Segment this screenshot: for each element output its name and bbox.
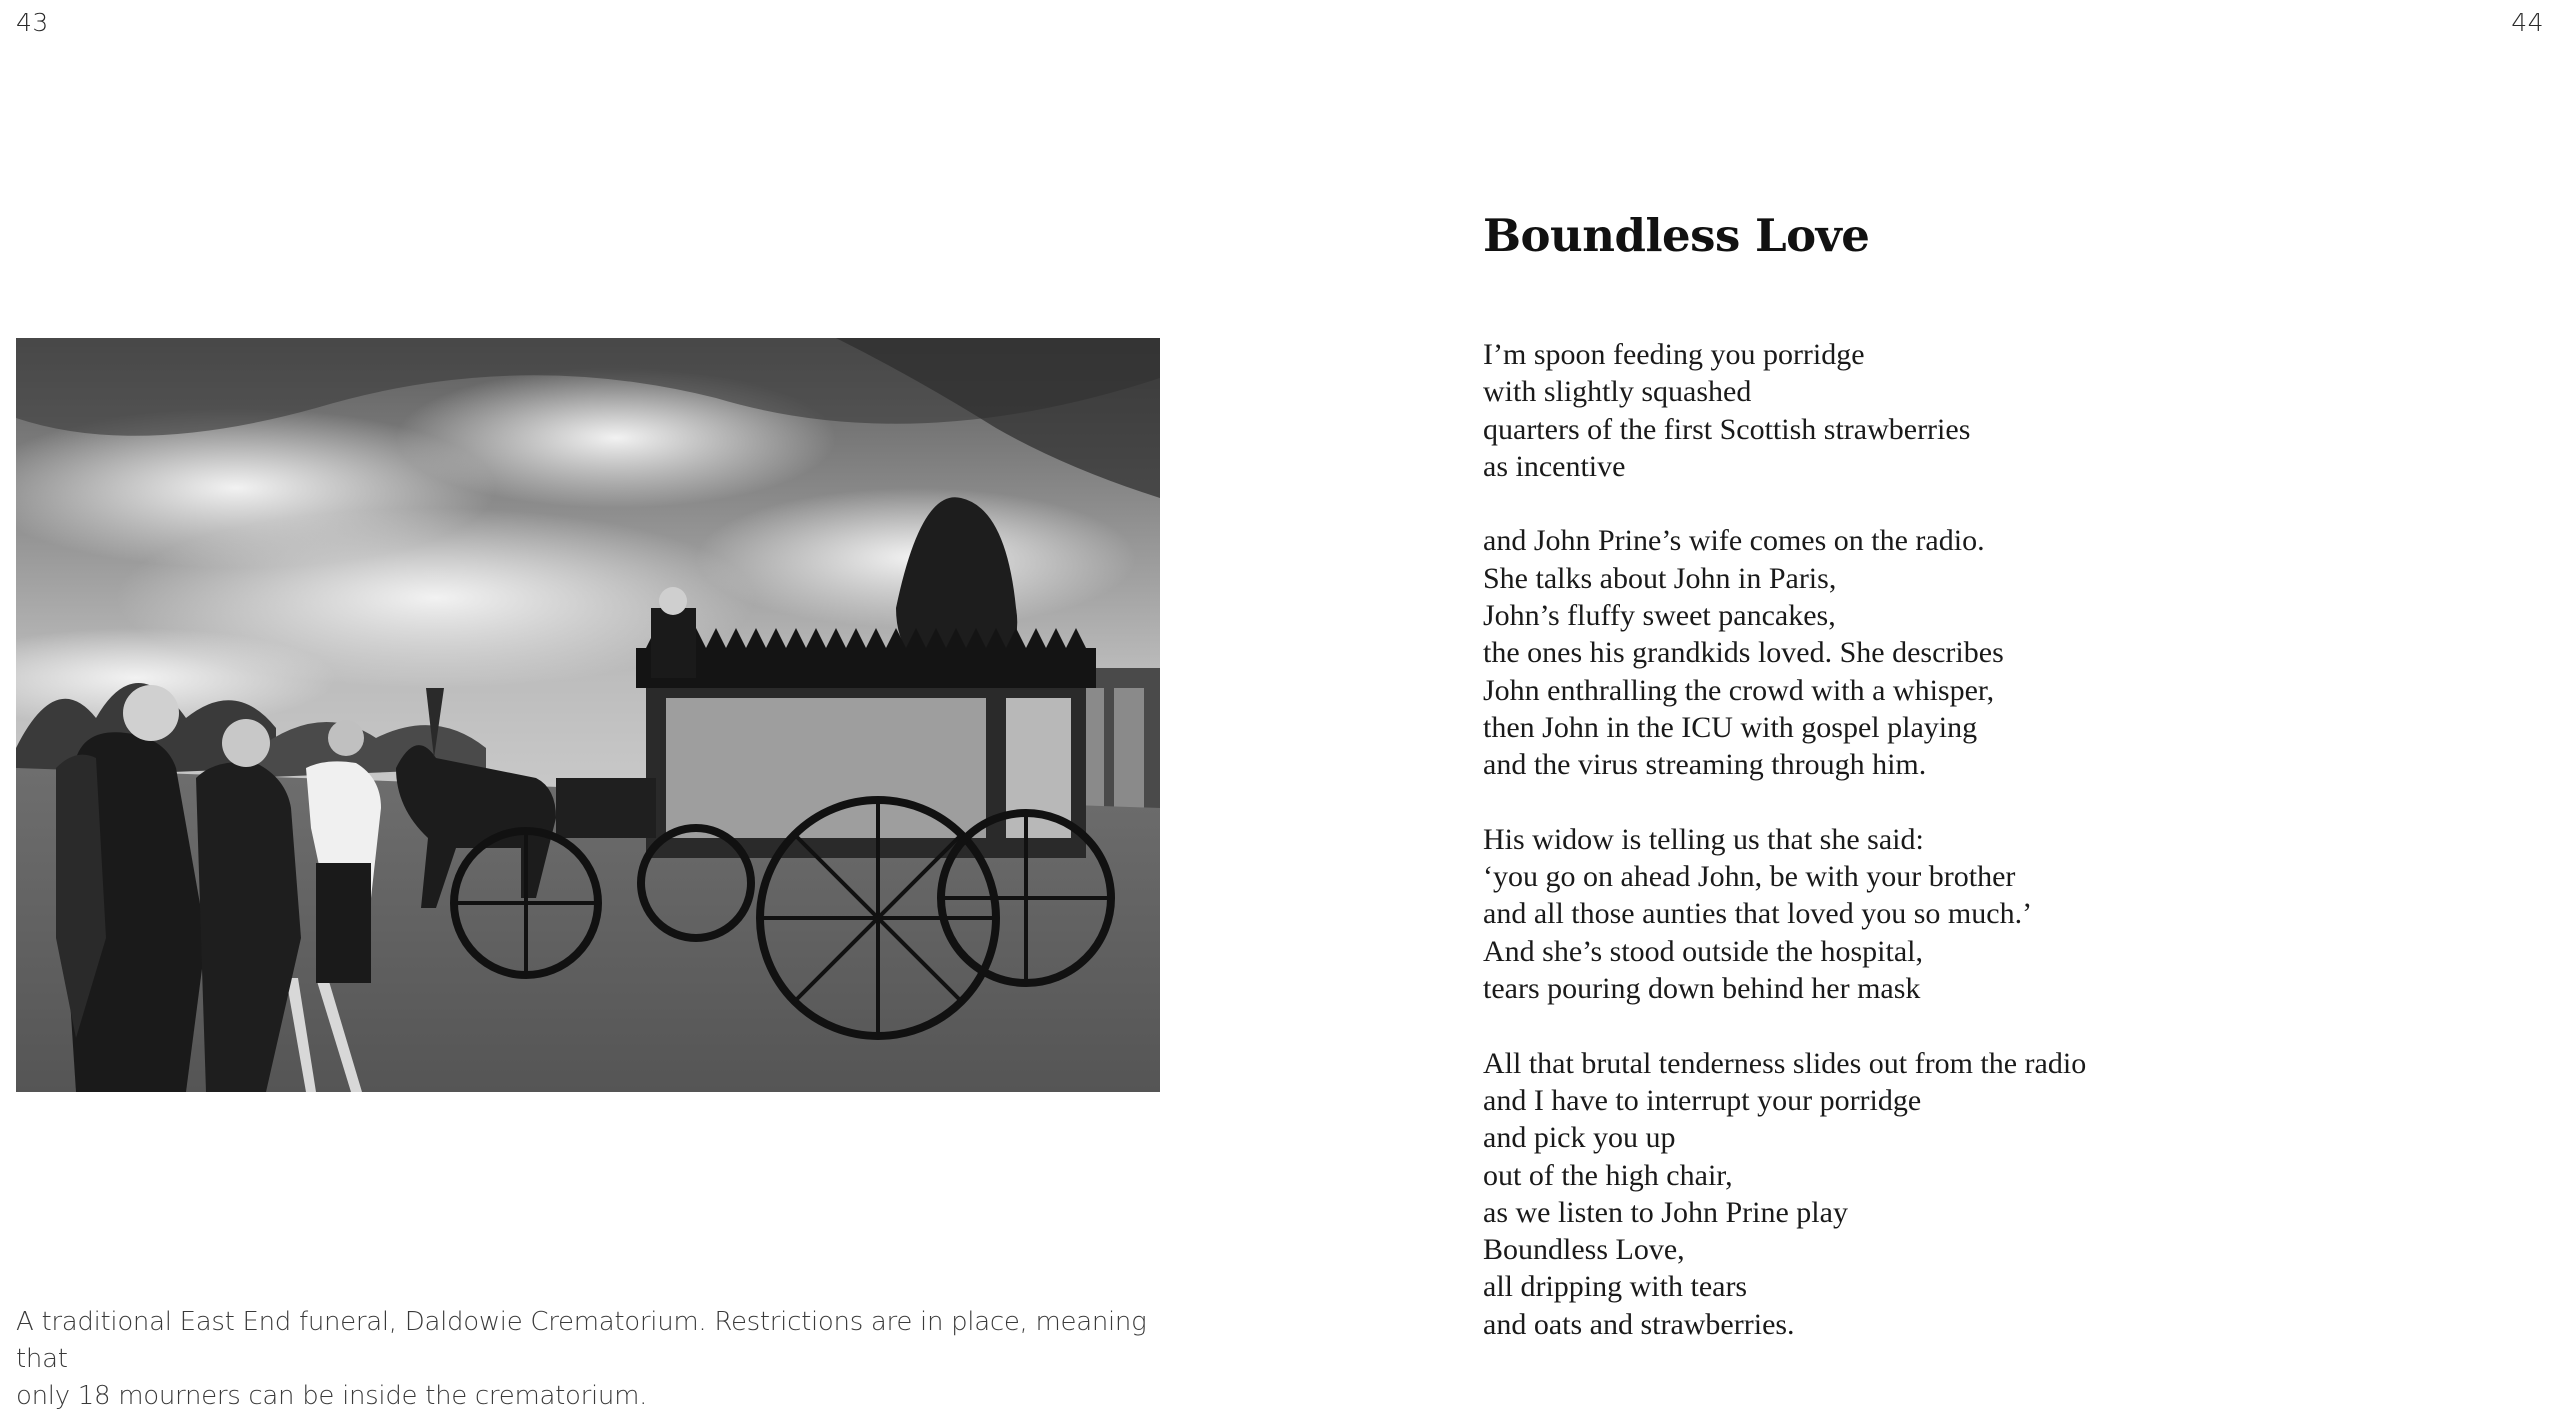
poem-line: His widow is telling us that she said: [1483, 822, 1924, 856]
poem-line: ‘you go on ahead John, be with your brother [1483, 860, 2016, 894]
poem-title: Boundless Love [1483, 209, 1870, 262]
page-number-right: 44 [2511, 8, 2544, 37]
caption-line: A traditional East End funeral, Daldowie Crematorium. Restrictions are in place, meaning that [16, 1307, 1147, 1374]
poem-line: all dripping with tears [1483, 1270, 1748, 1304]
poem-line: John enthralling the crowd with a whisper, [1483, 673, 1995, 707]
caption-line: only 18 mourners can be inside the crematorium. [16, 1381, 648, 1411]
page-number-left: 43 [16, 8, 49, 37]
poem-stanza [1483, 522, 2086, 783]
poem-body [1483, 336, 2086, 1343]
poem-line: with slightly squashed [1483, 375, 1752, 409]
poem-line: the ones his grandkids loved. She describes [1483, 636, 2004, 670]
poem-line: and John Prine’s wife comes on the radio. [1483, 524, 1985, 558]
poem-line: John’s fluffy sweet pancakes, [1483, 599, 1836, 633]
poem-line: quarters of the first Scottish strawberries [1483, 412, 1971, 446]
poem-line: then John in the ICU with gospel playing [1483, 710, 1978, 744]
photo-caption [16, 1304, 1166, 1415]
poem-line: as we listen to John Prine play [1483, 1195, 1848, 1229]
poem-stanza [1483, 336, 2086, 485]
funeral-photo-image [16, 338, 1160, 1092]
poem-line: I’m spoon feeding you porridge [1483, 338, 1865, 371]
poem-line: as incentive [1483, 449, 1626, 483]
poem-line: and I have to interrupt your porridge [1483, 1083, 1922, 1117]
poem-line: And she’s stood outside the hospital, [1483, 934, 1923, 968]
poem-line: and all those aunties that loved you so much.’ [1483, 897, 2033, 931]
poem-stanza [1483, 821, 2086, 1007]
poem-line: out of the high chair, [1483, 1158, 1733, 1192]
funeral-photo [16, 338, 1160, 1092]
poem-line: Boundless Love, [1483, 1233, 1685, 1267]
poem-line: She talks about John in Paris, [1483, 561, 1837, 595]
poem-line: and pick you up [1483, 1121, 1676, 1155]
poem-stanza [1483, 1045, 2086, 1343]
poem-line: and oats and strawberries. [1483, 1307, 1795, 1341]
poem-line: tears pouring down behind her mask [1483, 972, 1921, 1006]
poem-line: and the virus streaming through him. [1483, 748, 1927, 782]
poem-line: All that brutal tenderness slides out from the radio [1483, 1046, 2087, 1080]
